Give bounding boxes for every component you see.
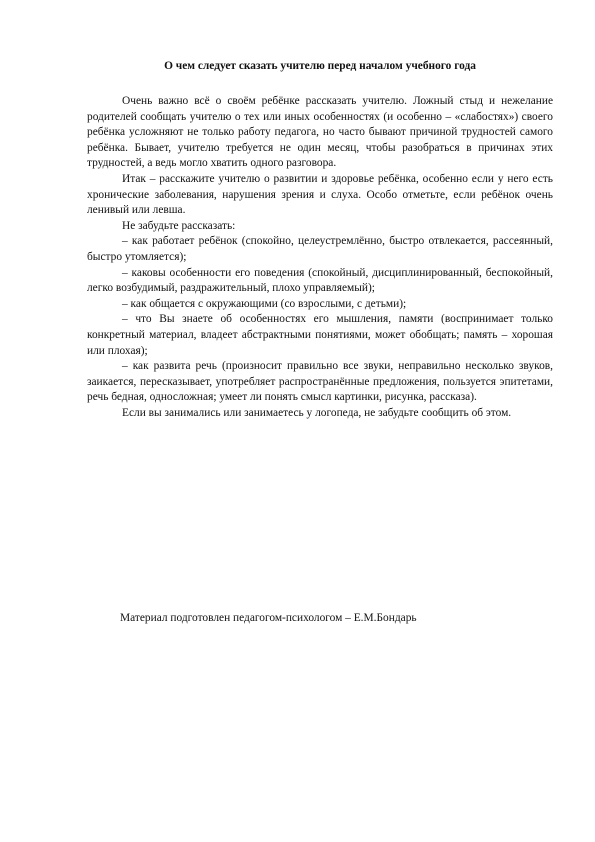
list-item-communication: – как общается с окружающими (со взрослыми, с детьми);	[122, 297, 407, 310]
list-item-behavior: – каковы особенности его поведения (спокойный, дисциплинированный, беспокойный, легко возбудимый, раздражительный, плохо управляемый);	[87, 266, 553, 295]
paragraph-health: Итак – расскажите учителю о развитии и здоровье ребёнка, особенно если у него есть хронические заболевания, нарушения зрения и слуха. Особо отметьте, если ребёнок очень ленивый или левша.	[87, 172, 553, 217]
paragraph-intro: Очень важно всё о своём ребёнке рассказать учителю. Ложный стыд и нежелание родителей сообщать учителю о тех или иных особенностях (и особенно – «слабостях») своего ребёнка усложняют не только работу педагога, но часто бывают причиной трудностей самого ребёнка. Бывает, учителю требуется не один месяц, чтобы разобраться в причинах этих трудностей, а ведь могло хватить одного разговора.	[87, 95, 553, 170]
list-item-work-style: – как работает ребёнок (спокойно, целеустремлённо, быстро отвлекается, рассеянный, быстро утомляется);	[87, 235, 553, 263]
list-item-speech: – как развита речь (произносит правильно все звуки, неправильно несколько звуков, заикается, пересказывает, употребляет распространённые предложения, пользуется эпитетами, речь бедная, односложная; умеет ли понять смысл картинки, рисунка, рассказа).	[87, 360, 553, 404]
document-footer: Материал подготовлен педагогом-психологом – Е.М.Бондарь	[120, 612, 417, 624]
document-title: О чем следует сказать учителю перед началом учебного года	[164, 60, 476, 72]
document-body	[87, 94, 553, 421]
list-item-thinking-memory: – что Вы знаете об особенностях его мышления, памяти (воспринимает только конкретный материал, владеет абстрактными понятиями, может обобщать; память – хорошая или плохая);	[87, 313, 553, 357]
paragraph-list-heading: Не забудьте рассказать:	[122, 219, 236, 232]
paragraph-speech-therapist: Если вы занимались или занимаетесь у логопеда, не забудьте сообщить об этом.	[122, 406, 512, 419]
